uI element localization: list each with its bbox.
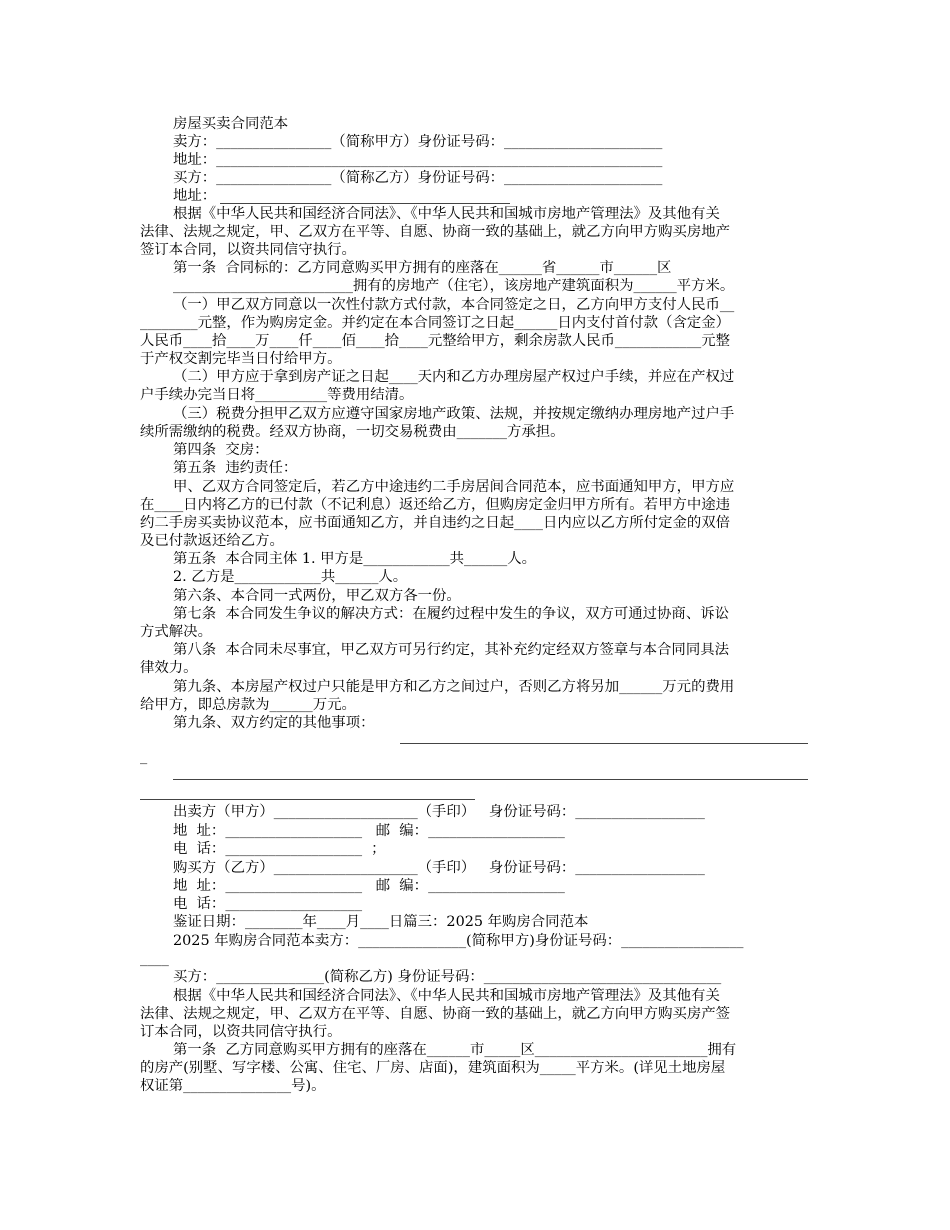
buyer-phone: 电 话：___________________: [173, 896, 363, 912]
breach-line: 约二手房买卖协议范本，应书面通知乙方，并自违约之日起____日内应以乙方所付定金的双倍: [140, 515, 731, 531]
preamble-line: 法律、法规之规定，甲、乙双方在平等、自愿、协商一致的基础上，就乙方向甲方购买房地产: [140, 224, 731, 240]
other-matters-underline: [400, 743, 808, 744]
seller-phone: 电 话：___________________ ；: [173, 841, 386, 857]
seller-line: 卖方：________________（简称甲方）身份证号码：______________________: [173, 134, 663, 150]
seller-signature-line: 出卖方（甲方）____________________（手印） 身份证号码：__________________: [173, 804, 705, 820]
second-preamble-line: 订本合同，以资共同信守执行。: [140, 1024, 342, 1040]
second-preamble-line: 根据《中华人民共和国经济合同法》、《中华人民共和国城市房地产管理法》及其他有关: [173, 988, 720, 1004]
seller-address-line: 地址：______________________________________________________________: [173, 152, 663, 168]
other-matters-underline: [140, 799, 475, 800]
article-9-other: 第九条、双方约定的其他事项：: [173, 715, 375, 731]
buyer-address-postcode: 地 址：___________________ 邮 编：___________________: [173, 878, 565, 894]
seller-address-postcode: 地 址：___________________ 邮 编：___________________: [173, 823, 565, 839]
article-8-line: 律效力。: [140, 660, 198, 676]
second-article-1-line: 的房产(别墅、写字楼、公寓、住宅、厂房、店面)，建筑面积为_____平方米。(详见土地房屋: [140, 1060, 726, 1076]
payment-2-line: （二）甲方应于拿到房产证之日起____天内和乙方办理房屋产权过户手续，并应在产权过: [173, 369, 735, 385]
article-1-line: _________________________拥有的房地产（住宅），该房地产建筑面积为______平方米。: [173, 278, 735, 294]
breach-line: 在____日内将乙方的已付款（不记利息）返还给乙方，但购房定金归甲方所有。若甲方中途违: [140, 497, 731, 513]
buyer-address-label: 地址：: [173, 188, 217, 204]
article-1-line: 第一条 合同标的：乙方同意购买甲方拥有的座落在______省______市______区: [173, 260, 672, 276]
payment-3-line: 续所需缴纳的税费。经双方协商，一切交易税费由_______方承担。: [140, 424, 565, 440]
article-9-line: 给甲方，即总房款为______万元。: [140, 697, 356, 713]
article-5: 第五条 违约责任：: [173, 460, 298, 476]
article-7-line: 第七条 本合同发生争议的解决方式：在履约过程中发生的争议，双方可通过协商、诉讼: [173, 606, 729, 622]
article-6: 第六条、本合同一式两份，甲乙双方各一份。: [173, 588, 461, 604]
article-7-line: 方式解决。: [140, 624, 212, 640]
second-contract-heading-tail: ____: [140, 951, 169, 967]
payment-1-line: （一）甲乙双方同意以一次性付款方式付款，本合同签定之日，乙方向甲方支付人民币__: [173, 297, 735, 313]
breach-line: 及已付款返还给乙方。: [140, 533, 284, 549]
article-4: 第四条 交房：: [173, 442, 269, 458]
other-matters-underline: [173, 779, 808, 780]
second-article-1-line: 第一条 乙方同意购买甲方拥有的座落在______市_____区________________________拥有: [173, 1042, 737, 1058]
article-8-line: 第八条 本合同未尽事宜，甲乙双方可另行约定，其补充约定经双方签章与本合同同具法: [173, 642, 729, 658]
payment-1-line: ________元整，作为购房定金。并约定在本合同签订之日起______日内支付首付款（含定金）: [140, 315, 731, 331]
buyer-line: 买方：________________（简称乙方）身份证号码：______________________: [173, 170, 663, 186]
payment-1-line: 于产权交割完毕当日付给甲方。: [140, 351, 342, 367]
address-underline: [220, 203, 510, 204]
second-preamble-line: 法律、法规之规定，甲、乙双方在平等、自愿、协商一致的基础上，就乙方向甲方购买房产签: [140, 1006, 731, 1022]
payment-1-line: 人民币____拾____万____仟____佰____拾____元整给甲方，剩余房款人民币____________元整: [140, 333, 731, 349]
other-matters-tail: _: [140, 749, 148, 765]
breach-line: 甲、乙双方合同签定后，若乙方中途违约二手房居间合同范本，应书面通知甲方，甲方应: [173, 479, 735, 495]
article-9-line: 第九条、本房屋产权过户只能是甲方和乙方之间过户，否则乙方将另加______万元的费用: [173, 679, 735, 695]
second-contract-heading: 2025 年购房合同范本卖方：_______________(简称甲方)身份证号码：_________________: [173, 933, 744, 949]
article-5-parties-2: 2. 乙方是____________共______人。: [173, 569, 408, 585]
buyer-signature-line: 购买方（乙方）____________________（手印） 身份证号码：__________________: [173, 860, 705, 876]
second-article-1-line: 权证第_______________号)。: [140, 1078, 326, 1094]
second-buyer-line: 买方：_______________(简称乙方) 身份证号码：_________________________________: [173, 969, 722, 985]
payment-3-line: （三）税费分担甲乙双方应遵守国家房地产政策、法规，并按规定缴纳办理房地产过户手: [173, 406, 735, 422]
preamble-line: 签订本合同，以资共同信守执行。: [140, 242, 356, 258]
payment-2-line: 户手续办完当日将__________等费用结清。: [140, 387, 414, 403]
article-5-parties: 第五条 本合同主体 1. 甲方是____________共______人。: [173, 551, 537, 567]
preamble-line: 根据《中华人民共和国经济合同法》、《中华人民共和国城市房地产管理法》及其他有关: [173, 206, 720, 222]
doc-title: 房屋买卖合同范本: [173, 116, 289, 132]
verification-date: 鉴证日期：________年____月____日篇三：2025 年购房合同范本: [173, 914, 589, 930]
